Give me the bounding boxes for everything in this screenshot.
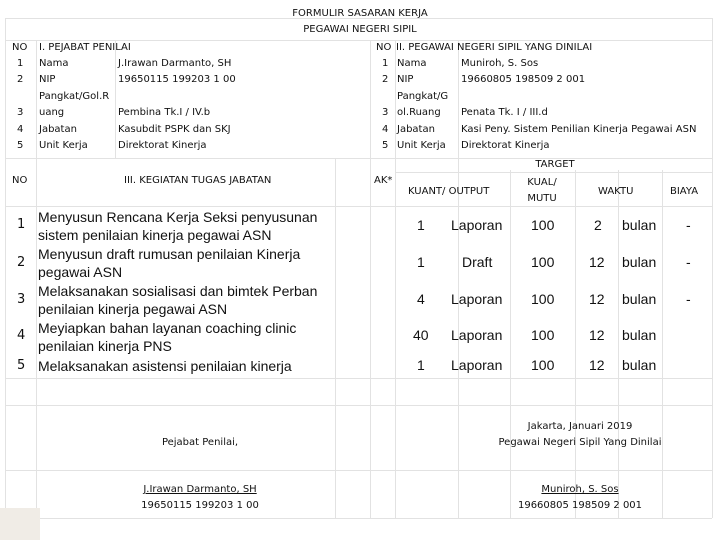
output-value: Laporan xyxy=(451,357,503,373)
right-row-label-2: NIP xyxy=(397,74,414,85)
kuant-value: 4 xyxy=(417,291,425,307)
right-section-title: II. PEGAWAI NEGERI SIPIL YANG DINILAI xyxy=(396,42,593,53)
left-section-title: I. PEJABAT PENILAI xyxy=(39,42,131,53)
output-value: Draft xyxy=(462,254,493,270)
left-row-value-2: 19650115 199203 1 00 xyxy=(118,74,236,85)
kual-value: 100 xyxy=(531,291,555,307)
waktu-value: 12 xyxy=(589,327,605,343)
right-row-label-5: Unit Kerja xyxy=(397,140,446,151)
kual-value: 100 xyxy=(531,327,555,343)
output-value: Laporan xyxy=(451,327,503,343)
row-no: 2 xyxy=(17,255,26,270)
right-row-value-3: Penata Tk. I / III.d xyxy=(461,107,548,118)
right-row-no-3: 3 xyxy=(382,107,389,118)
biaya-value: - xyxy=(686,291,691,307)
left-row-no-5: 5 xyxy=(17,140,24,151)
right-row-label-3a: Pangkat/G xyxy=(397,91,449,102)
right-row-label-4: Jabatan xyxy=(397,124,435,135)
task-line-2: penilaian kinerja pegawai ASN xyxy=(38,301,228,317)
output-value: Laporan xyxy=(451,291,503,307)
left-row-value-5: Direktorat Kinerja xyxy=(118,140,207,151)
kual-value: 100 xyxy=(531,357,555,373)
output-value: Laporan xyxy=(451,217,503,233)
row-no: 5 xyxy=(17,358,26,373)
left-row-value-3: Pembina Tk.I / IV.b xyxy=(118,107,211,118)
waktu-value: 12 xyxy=(589,291,605,307)
table-no-header: NO xyxy=(12,175,28,186)
row-no: 4 xyxy=(17,328,26,343)
waktu-unit: bulan xyxy=(622,357,657,373)
left-row-no-3: 3 xyxy=(17,107,24,118)
biaya-value: - xyxy=(686,217,691,233)
left-row-no-1: 1 xyxy=(17,58,24,69)
right-row-no-5: 5 xyxy=(382,140,389,151)
form-subtitle: PEGAWAI NEGERI SIPIL xyxy=(303,24,417,35)
right-signer-name: Muniroh, S. Sos xyxy=(541,484,619,495)
left-signer-nip: 19650115 199203 1 00 xyxy=(141,500,259,511)
right-row-value-2: 19660805 198509 2 001 xyxy=(461,74,586,85)
waktu-value: 12 xyxy=(589,254,605,270)
kuant-header: KUANT/ OUTPUT xyxy=(408,186,490,197)
ak-header: AK* xyxy=(374,175,393,186)
kual-value: 100 xyxy=(531,254,555,270)
right-row-label-1: Nama xyxy=(397,58,427,69)
waktu-value: 12 xyxy=(589,357,605,373)
task-line-1: Meyiapkan bahan layanan coaching clinic xyxy=(38,320,297,336)
kuant-value: 1 xyxy=(417,217,425,233)
biaya-value: - xyxy=(686,254,691,270)
left-row-label-3b: uang xyxy=(39,107,65,118)
task-line-1: Melaksanakan sosialisasi dan bimtek Perban xyxy=(38,283,318,299)
left-row-value-4: Kasubdit PSPK dan SKJ xyxy=(118,124,231,135)
place-date: Jakarta, Januari 2019 xyxy=(527,421,633,432)
page-corner-shade xyxy=(0,508,40,540)
task-line-2: pegawai ASN xyxy=(38,264,123,280)
target-header: TARGET xyxy=(535,159,575,170)
task-line-1: Menyusun Rencana Kerja Seksi penyusunan xyxy=(38,209,318,225)
left-row-label-1: Nama xyxy=(39,58,69,69)
kual-header-2: MUTU xyxy=(527,193,557,204)
kuant-value: 40 xyxy=(413,327,429,343)
right-row-value-1: Muniroh, S. Sos xyxy=(461,58,539,69)
kuant-value: 1 xyxy=(417,254,425,270)
form-title: FORMULIR SASARAN KERJA xyxy=(292,8,428,19)
left-signer-name: J.Irawan Darmanto, SH xyxy=(143,484,257,495)
left-row-value-1: J.Irawan Darmanto, SH xyxy=(118,58,232,69)
right-no-label: NO xyxy=(376,42,392,53)
left-row-no-4: 4 xyxy=(17,124,24,135)
right-row-no-1: 1 xyxy=(382,58,389,69)
left-row-label-3a: Pangkat/Gol.R xyxy=(39,91,110,102)
waktu-header: WAKTU xyxy=(598,186,634,197)
left-row-no-2: 2 xyxy=(17,74,24,85)
waktu-unit: bulan xyxy=(622,217,657,233)
right-row-no-4: 4 xyxy=(382,124,389,135)
left-row-label-2: NIP xyxy=(39,74,56,85)
waktu-unit: bulan xyxy=(622,291,657,307)
right-row-no-2: 2 xyxy=(382,74,389,85)
biaya-header: BIAYA xyxy=(670,186,699,197)
row-no: 3 xyxy=(17,292,26,307)
task-line-1: Melaksanakan asistensi penilaian kinerja xyxy=(38,358,292,374)
right-signer-title: Pegawai Negeri Sipil Yang Dinilai xyxy=(498,437,662,448)
right-row-value-5: Direktorat Kinerja xyxy=(461,140,550,151)
task-line-2: sistem penilaian kinerja pegawai ASN xyxy=(38,227,272,243)
activity-header: III. KEGIATAN TUGAS JABATAN xyxy=(124,175,272,186)
kual-header-1: KUAL/ xyxy=(527,177,557,188)
task-line-1: Menyusun draft rumusan penilaian Kinerja xyxy=(38,246,301,262)
row-no: 1 xyxy=(17,217,26,232)
waktu-unit: bulan xyxy=(622,254,657,270)
right-row-label-3b: ol.Ruang xyxy=(397,107,441,118)
right-signer-nip: 19660805 198509 2 001 xyxy=(517,500,643,511)
waktu-unit: bulan xyxy=(622,327,657,343)
kuant-value: 1 xyxy=(417,357,425,373)
left-no-label: NO xyxy=(12,42,28,53)
left-signer-title: Pejabat Penilai, xyxy=(161,437,239,448)
task-line-2: penilaian kinerja PNS xyxy=(38,338,172,354)
right-row-value-4: Kasi Peny. Sistem Penilian Kinerja Pegawai ASN xyxy=(461,124,697,135)
left-row-label-5: Unit Kerja xyxy=(39,140,88,151)
waktu-value: 2 xyxy=(594,217,602,233)
left-row-label-4: Jabatan xyxy=(39,124,77,135)
kual-value: 100 xyxy=(531,217,555,233)
